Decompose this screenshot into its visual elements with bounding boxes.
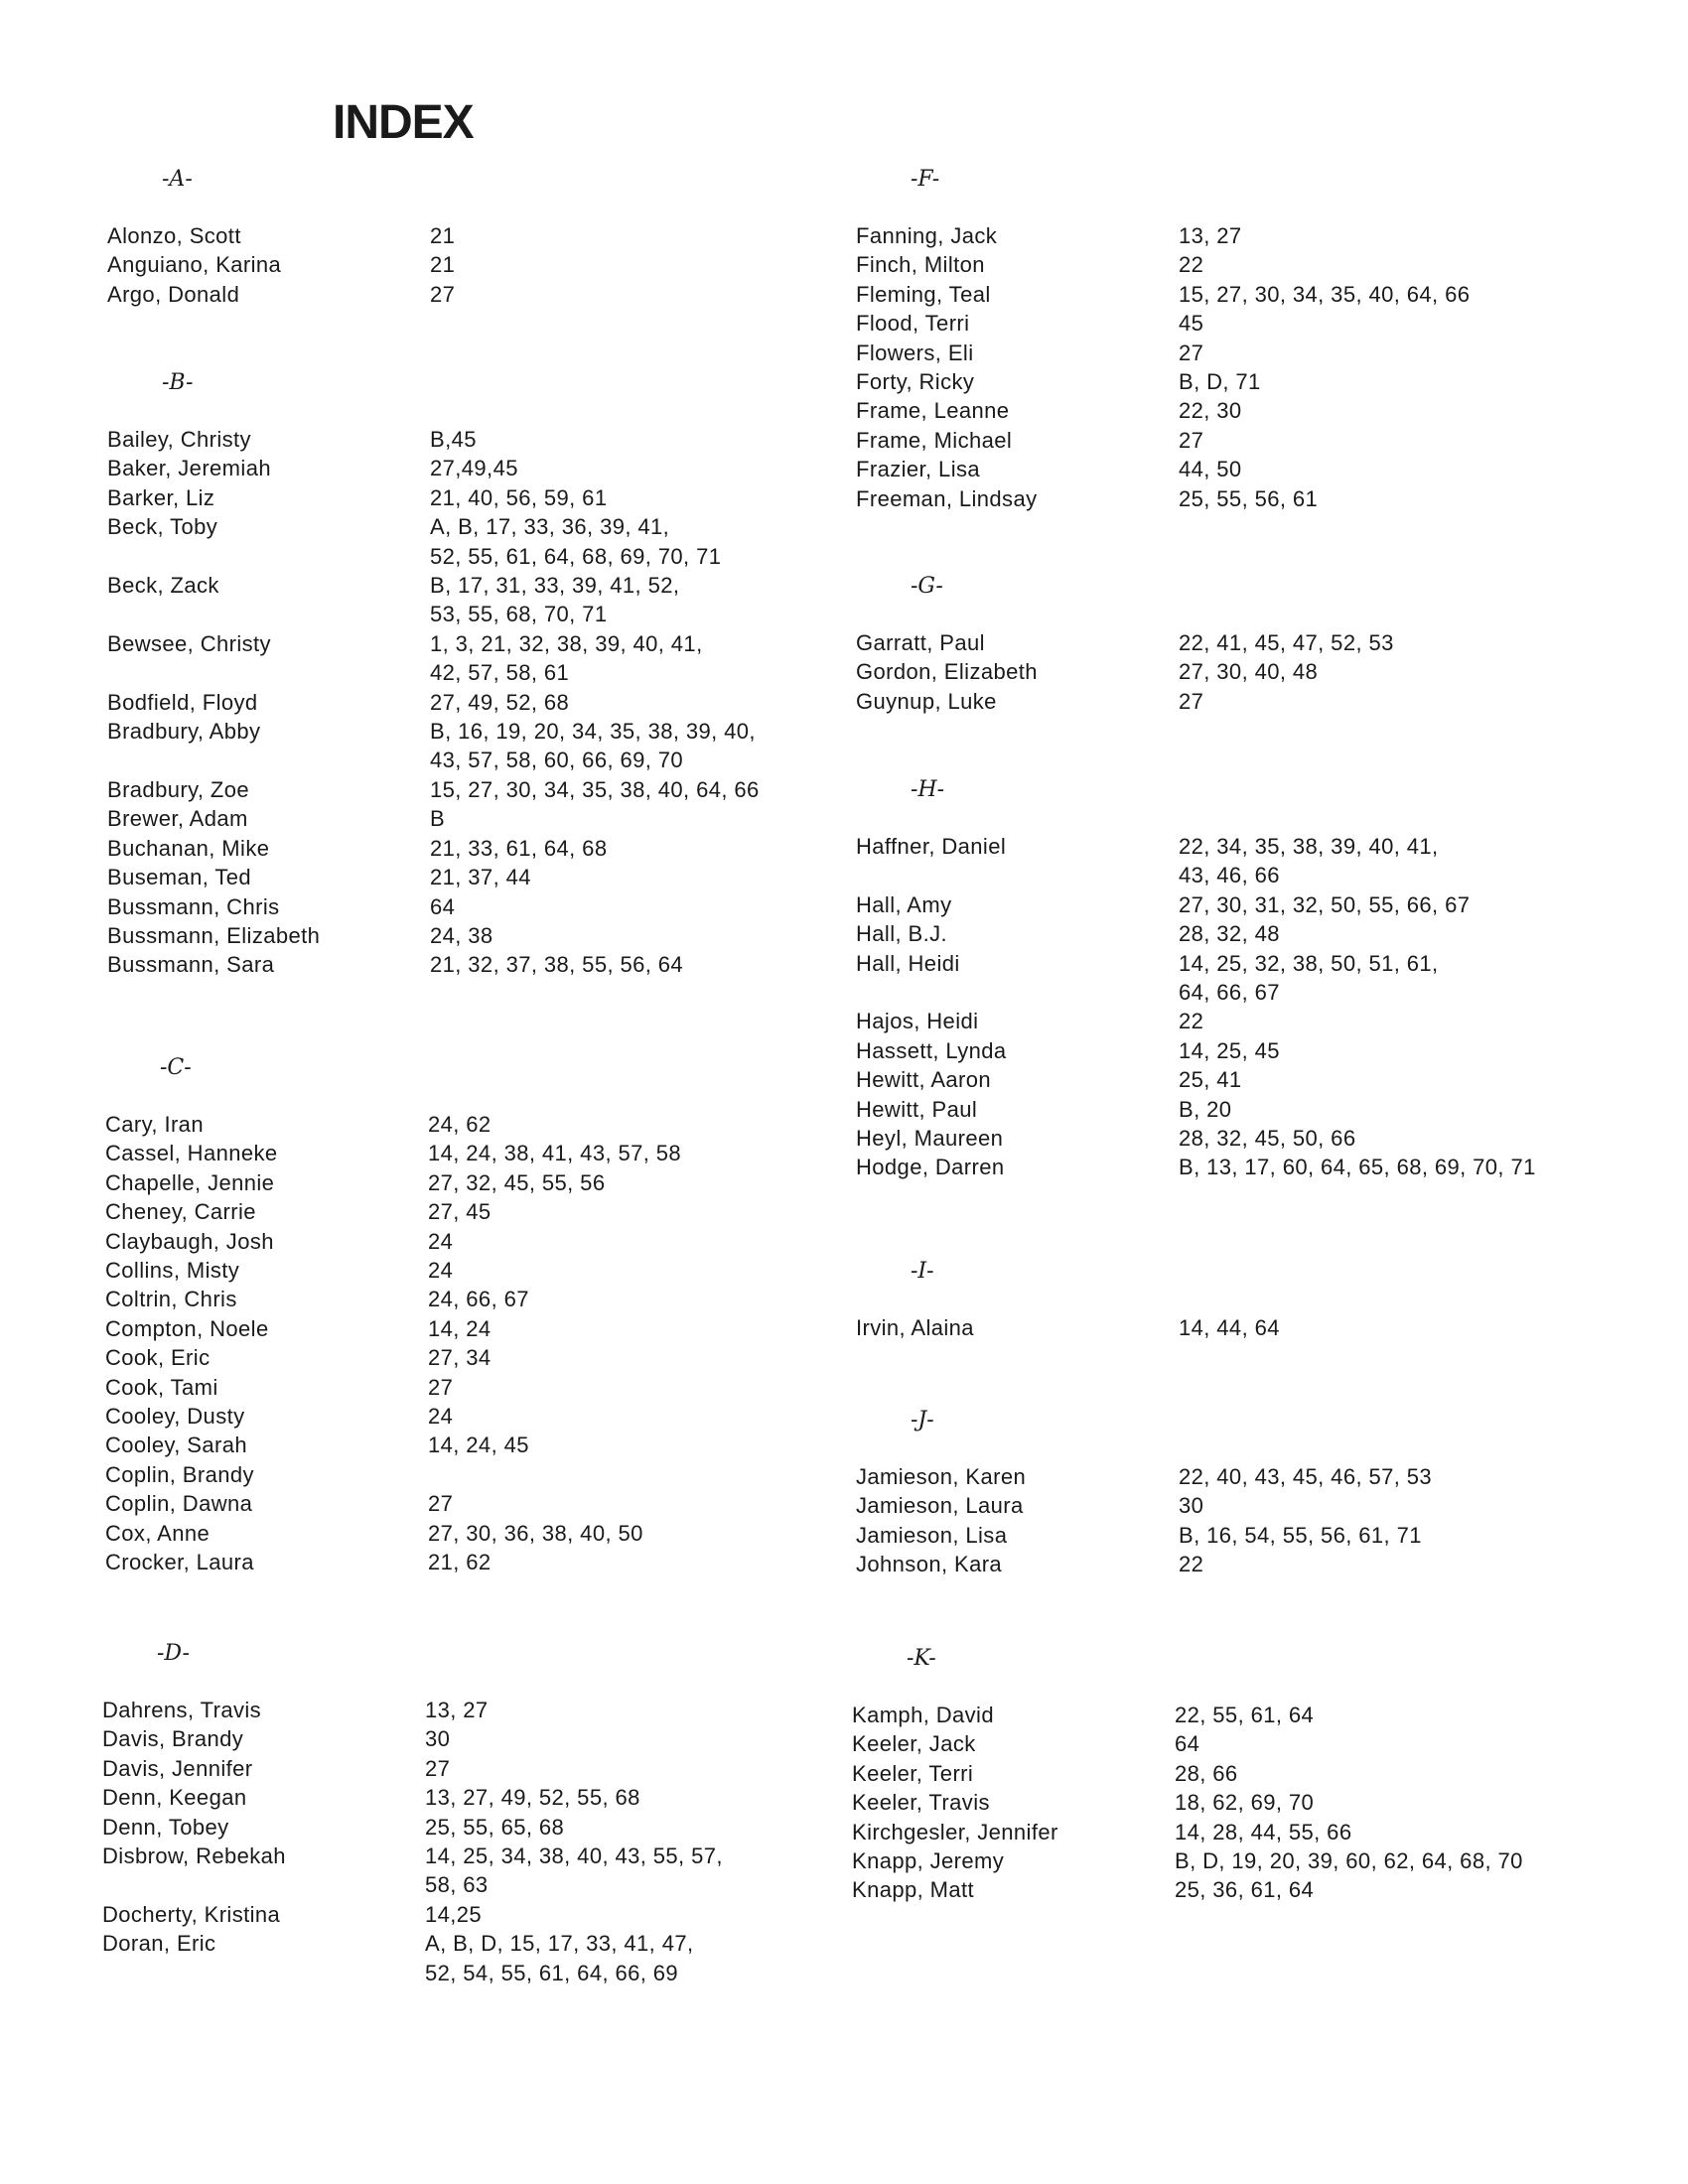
index-entry [102, 1754, 723, 1783]
entry-name: Bussmann, Chris [107, 893, 280, 919]
index-entry [107, 863, 760, 891]
entry-pages: B, D, 71 [1179, 369, 1261, 395]
entry-name: Coplin, Brandy [105, 1461, 254, 1487]
entry-pages: 14, 25, 45 [1179, 1037, 1280, 1063]
entry-pages: 14, 24, 38, 41, 43, 57, 58 [428, 1141, 682, 1166]
index-entry [105, 1227, 681, 1256]
entry-pages: B, 20 [1179, 1096, 1232, 1122]
entry-pages: 1, 3, 21, 32, 38, 39, 40, 41, 42, 57, 58, 61 [430, 630, 703, 686]
entry-pages: 14, 25, 32, 38, 50, 51, 61, 64, 66, 67 [1179, 950, 1439, 1006]
entry-name: Denn, Tobey [102, 1814, 229, 1840]
entry-pages: 14, 44, 64 [1179, 1315, 1280, 1340]
entry-name: Johnson, Kara [856, 1552, 1003, 1577]
index-entry [105, 1110, 681, 1139]
entry-pages: 21, 62 [428, 1550, 492, 1575]
entry-name: Hodge, Darren [856, 1155, 1005, 1180]
entry-pages: 28, 32, 45, 50, 66 [1179, 1126, 1356, 1152]
index-section [102, 1638, 723, 1987]
index-entry [856, 1065, 1536, 1094]
entry-name: Cook, Tami [105, 1374, 218, 1400]
index-entry [107, 221, 455, 250]
entry-pages: 18, 62, 69, 70 [1175, 1790, 1315, 1816]
index-entry [105, 1460, 681, 1489]
index-entry [856, 455, 1470, 483]
index-entry [856, 890, 1536, 919]
index-entry [856, 949, 1536, 1008]
index-entry [852, 1701, 1523, 1729]
entry-pages: B, 16, 19, 20, 34, 35, 38, 39, 40, 43, 57, 58, 60, 66, 69, 70 [430, 719, 756, 773]
entry-name: Cheney, Carrie [105, 1199, 256, 1225]
entry-pages: B [430, 806, 446, 832]
index-entry [856, 1313, 1280, 1342]
entry-name: Hewitt, Paul [856, 1096, 978, 1122]
index-entry [107, 892, 760, 921]
index-entry [105, 1519, 681, 1548]
entry-pages: 21 [430, 223, 456, 248]
index-section [107, 367, 760, 980]
entry-name: Bussmann, Sara [107, 952, 275, 978]
entry-pages: 27 [430, 281, 456, 307]
entry-name: Davis, Brandy [102, 1726, 244, 1752]
index-entry [856, 1036, 1536, 1065]
entry-name: Fleming, Teal [856, 281, 991, 307]
index-section [856, 571, 1394, 716]
index-entry [107, 804, 760, 833]
entry-name: Beck, Toby [107, 514, 218, 540]
index-entry [102, 1929, 723, 1987]
entry-name: Frame, Leanne [856, 398, 1010, 424]
entry-pages: 64 [1175, 1731, 1200, 1757]
entry-name: Barker, Liz [107, 484, 215, 510]
entry-pages: 30 [1179, 1493, 1204, 1519]
entry-pages: 13, 27 [425, 1698, 489, 1722]
index-entry [856, 1491, 1432, 1520]
entry-pages: 22 [1179, 252, 1204, 278]
entry-pages: 27 [428, 1374, 454, 1400]
entry-name: Dahrens, Travis [102, 1698, 262, 1722]
entry-name: Forty, Ricky [856, 369, 975, 395]
entry-pages: 14, 25, 34, 38, 40, 43, 55, 57, 58, 63 [425, 1843, 723, 1898]
index-entry [105, 1285, 681, 1313]
index-entry [856, 484, 1470, 513]
entry-pages: 27 [428, 1491, 454, 1517]
index-entry [852, 1846, 1523, 1875]
index-entry [105, 1548, 681, 1576]
entry-pages: 64 [430, 893, 456, 919]
index-entry [856, 832, 1536, 890]
index-entry [856, 309, 1470, 338]
entry-name: Hall, Amy [856, 891, 952, 917]
index-entry [852, 1788, 1523, 1817]
entry-name: Argo, Donald [107, 281, 240, 307]
entry-pages: 25, 36, 61, 64 [1175, 1877, 1315, 1903]
entry-name: Jamieson, Laura [856, 1493, 1024, 1519]
index-entry [856, 687, 1394, 716]
entry-pages: 27, 49, 52, 68 [430, 689, 570, 715]
index-entry [107, 834, 760, 863]
entry-pages: 27, 32, 45, 55, 56 [428, 1169, 606, 1195]
entry-pages: 27, 45 [428, 1199, 492, 1225]
entry-name: Chapelle, Jennie [105, 1169, 275, 1195]
entry-pages: 27 [425, 1755, 451, 1781]
index-entry [107, 425, 760, 454]
index-entry [856, 628, 1394, 657]
entry-name: Hajos, Heidi [856, 1009, 979, 1034]
entry-name: Bradbury, Zoe [107, 776, 249, 802]
entry-name: Hall, Heidi [856, 950, 960, 976]
index-entry [856, 1124, 1536, 1153]
entry-pages: 28, 32, 48 [1179, 921, 1280, 947]
entry-name: Jamieson, Karen [856, 1464, 1027, 1489]
entry-name: Haffner, Daniel [856, 834, 1007, 859]
entry-name: Frame, Michael [856, 427, 1013, 453]
entry-name: Freeman, Lindsay [856, 485, 1038, 511]
index-entry [105, 1373, 681, 1402]
entry-pages: 15, 27, 30, 34, 35, 38, 40, 64, 66 [430, 776, 760, 802]
index-entry [107, 454, 760, 482]
entry-pages: 45 [1179, 311, 1204, 337]
index-entry [105, 1343, 681, 1372]
index-entry [105, 1256, 681, 1285]
entry-name: Knapp, Matt [852, 1877, 975, 1903]
entry-pages: 28, 66 [1175, 1760, 1238, 1786]
entry-name: Keeler, Travis [852, 1790, 990, 1816]
section-letter: -A- [162, 167, 193, 192]
section-letter: -J- [911, 1408, 934, 1433]
index-entry [856, 221, 1470, 250]
entry-pages: 21, 37, 44 [430, 865, 531, 890]
index-section [856, 1405, 1432, 1579]
entry-name: Keeler, Terri [852, 1760, 974, 1786]
index-entry [105, 1168, 681, 1197]
entry-pages: B, D, 19, 20, 39, 60, 62, 64, 68, 70 [1175, 1848, 1523, 1874]
index-entry [105, 1431, 681, 1459]
entry-name: Coplin, Dawna [105, 1491, 253, 1517]
entry-pages: 22, 55, 61, 64 [1175, 1703, 1315, 1727]
entry-pages: B, 13, 17, 60, 64, 65, 68, 69, 70, 71 [1179, 1155, 1536, 1180]
entry-pages: 27 [1179, 340, 1204, 365]
entry-pages: 22, 41, 45, 47, 52, 53 [1179, 630, 1394, 655]
entry-name: Beck, Zack [107, 573, 219, 599]
entry-name: Cooley, Sarah [105, 1433, 247, 1458]
entry-name: Heyl, Maureen [856, 1126, 1004, 1152]
entry-pages: 25, 55, 56, 61 [1179, 485, 1319, 511]
entry-name: Buseman, Ted [107, 865, 252, 890]
index-entry [852, 1818, 1523, 1846]
entry-pages: 14,25 [425, 1901, 483, 1927]
index-entry [107, 950, 760, 979]
index-entry [107, 921, 760, 950]
entry-name: Docherty, Kristina [102, 1901, 281, 1927]
index-entry [856, 1521, 1432, 1550]
entry-pages: 13, 27 [1179, 223, 1242, 248]
entry-name: Garratt, Paul [856, 630, 985, 655]
entry-name: Flood, Terri [856, 311, 970, 337]
index-entry [102, 1842, 723, 1900]
entry-pages: 13, 27, 49, 52, 55, 68 [425, 1785, 640, 1811]
entry-pages: 24, 66, 67 [428, 1287, 529, 1312]
index-entry [102, 1783, 723, 1812]
section-letter: -F- [911, 167, 940, 192]
entry-name: Buchanan, Mike [107, 835, 270, 861]
index-entry [852, 1875, 1523, 1904]
entry-name: Compton, Noele [105, 1315, 269, 1341]
index-entry [852, 1729, 1523, 1758]
index-entry [105, 1314, 681, 1343]
entry-pages: 14, 24 [428, 1315, 492, 1341]
entry-pages: 24, 62 [428, 1112, 492, 1137]
index-entry [105, 1489, 681, 1518]
entry-pages: 44, 50 [1179, 457, 1242, 482]
index-entry [856, 1095, 1536, 1124]
index-entry [107, 629, 760, 688]
entry-pages: 22 [1179, 1009, 1204, 1034]
index-entry [102, 1696, 723, 1724]
index-entry [107, 250, 455, 279]
entry-pages: 14, 28, 44, 55, 66 [1175, 1819, 1352, 1844]
entry-name: Cox, Anne [105, 1520, 211, 1546]
entry-pages: 27,49,45 [430, 456, 518, 481]
entry-pages: 24 [428, 1258, 454, 1284]
entry-pages: 30 [425, 1726, 451, 1752]
index-section [852, 1643, 1523, 1905]
entry-name: Baker, Jeremiah [107, 456, 271, 481]
entry-pages: 24 [428, 1228, 454, 1254]
entry-pages: 27, 30, 31, 32, 50, 55, 66, 67 [1179, 891, 1471, 917]
entry-pages: 27, 34 [428, 1345, 492, 1371]
entry-pages: 27, 30, 36, 38, 40, 50 [428, 1520, 643, 1546]
entry-pages: 15, 27, 30, 34, 35, 40, 64, 66 [1179, 281, 1471, 307]
index-entry [856, 1007, 1536, 1035]
entry-pages: 22, 30 [1179, 398, 1242, 424]
entry-name: Cary, Iran [105, 1112, 204, 1137]
section-letter: -C- [160, 1055, 192, 1080]
entry-pages: 27 [1179, 427, 1204, 453]
entry-name: Keeler, Jack [852, 1731, 976, 1757]
index-section [856, 774, 1536, 1182]
index-entry [856, 657, 1394, 686]
index-section [107, 164, 455, 309]
entry-name: Bussmann, Elizabeth [107, 922, 321, 948]
index-entry [107, 483, 760, 512]
index-entry [856, 1462, 1432, 1491]
index-entry [856, 1550, 1432, 1578]
entry-name: Gordon, Elizabeth [856, 659, 1038, 685]
index-entry [107, 280, 455, 309]
entry-pages: A, B, D, 15, 17, 33, 41, 47, 52, 54, 55, 61, 64, 66, 69 [425, 1931, 694, 1985]
entry-pages: 22, 34, 35, 38, 39, 40, 41, 43, 46, 66 [1179, 834, 1439, 888]
index-section [105, 1052, 681, 1577]
entry-pages: A, B, 17, 33, 36, 39, 41, 52, 55, 61, 64, 68, 69, 70, 71 [430, 514, 722, 569]
entry-name: Coltrin, Chris [105, 1287, 237, 1312]
entry-pages: 24 [428, 1404, 454, 1430]
entry-pages: 24, 38 [430, 922, 493, 948]
index-entry [852, 1759, 1523, 1788]
entry-name: Cooley, Dusty [105, 1404, 245, 1430]
entry-name: Jamieson, Lisa [856, 1522, 1008, 1548]
index-section [856, 164, 1470, 513]
index-entry [105, 1197, 681, 1226]
entry-pages: 25, 55, 65, 68 [425, 1814, 565, 1840]
entry-name: Bradbury, Abby [107, 719, 261, 745]
entry-name: Kamph, David [852, 1703, 994, 1727]
index-entry [105, 1139, 681, 1167]
entry-name: Knapp, Jeremy [852, 1848, 1005, 1874]
entry-name: Denn, Keegan [102, 1785, 247, 1811]
index-entry [107, 775, 760, 804]
entry-pages: 21 [430, 252, 456, 278]
entry-pages: 21, 33, 61, 64, 68 [430, 835, 608, 861]
index-entry [107, 512, 760, 571]
entry-name: Guynup, Luke [856, 688, 997, 714]
section-letter: -D- [157, 1641, 190, 1666]
section-letter: -I- [911, 1259, 934, 1284]
entry-pages: 27 [1179, 688, 1204, 714]
entry-name: Cassel, Hanneke [105, 1141, 278, 1166]
entry-pages: 25, 41 [1179, 1067, 1242, 1093]
entry-name: Finch, Milton [856, 252, 985, 278]
index-entry [856, 367, 1470, 396]
index-entry [856, 339, 1470, 367]
section-letter: -B- [162, 370, 194, 395]
index-entry [102, 1813, 723, 1842]
entry-name: Brewer, Adam [107, 806, 248, 832]
index-entry [856, 280, 1470, 309]
entry-name: Davis, Jennifer [102, 1755, 253, 1781]
entry-name: Anguiano, Karina [107, 252, 282, 278]
entry-pages: 22, 40, 43, 45, 46, 57, 53 [1179, 1464, 1433, 1489]
index-entry [102, 1724, 723, 1753]
entry-pages: 21, 32, 37, 38, 55, 56, 64 [430, 952, 684, 978]
entry-pages: B, 16, 54, 55, 56, 61, 71 [1179, 1522, 1422, 1548]
entry-name: Crocker, Laura [105, 1550, 254, 1575]
entry-name: Fanning, Jack [856, 223, 998, 248]
section-letter: -G- [911, 574, 943, 599]
entry-name: Hall, B.J. [856, 921, 948, 947]
entry-name: Irvin, Alaina [856, 1315, 974, 1340]
entry-name: Collins, Misty [105, 1258, 240, 1284]
entry-name: Flowers, Eli [856, 340, 974, 365]
entry-name: Bewsee, Christy [107, 630, 271, 656]
entry-pages: 14, 24, 45 [428, 1433, 529, 1458]
entry-pages: 22 [1179, 1552, 1204, 1577]
entry-name: Claybaugh, Josh [105, 1228, 274, 1254]
page-title: INDEX [333, 96, 474, 149]
entry-name: Kirchgesler, Jennifer [852, 1819, 1058, 1844]
index-entry [856, 919, 1536, 948]
section-letter: -H- [911, 777, 945, 802]
index-entry [856, 426, 1470, 455]
entry-name: Bodfield, Floyd [107, 689, 258, 715]
entry-pages: 21, 40, 56, 59, 61 [430, 484, 608, 510]
entry-pages: B, 17, 31, 33, 39, 41, 52, 53, 55, 68, 70, 71 [430, 573, 680, 627]
index-entry [856, 250, 1470, 279]
index-entry [107, 571, 760, 629]
entry-name: Hassett, Lynda [856, 1037, 1007, 1063]
entry-name: Bailey, Christy [107, 427, 251, 452]
entry-name: Alonzo, Scott [107, 223, 241, 248]
entry-name: Disbrow, Rebekah [102, 1843, 286, 1869]
index-entry [107, 688, 760, 717]
section-letter: -K- [907, 1646, 936, 1671]
entry-name: Hewitt, Aaron [856, 1067, 992, 1093]
entry-pages: 27, 30, 40, 48 [1179, 659, 1319, 685]
index-entry [856, 1153, 1536, 1181]
index-entry [105, 1402, 681, 1431]
index-entry [107, 717, 760, 775]
index-section [856, 1256, 1280, 1342]
entry-pages: B,45 [430, 427, 477, 452]
entry-name: Frazier, Lisa [856, 457, 981, 482]
index-entry [856, 396, 1470, 425]
entry-name: Cook, Eric [105, 1345, 211, 1371]
index-entry [102, 1900, 723, 1929]
entry-name: Doran, Eric [102, 1931, 216, 1957]
